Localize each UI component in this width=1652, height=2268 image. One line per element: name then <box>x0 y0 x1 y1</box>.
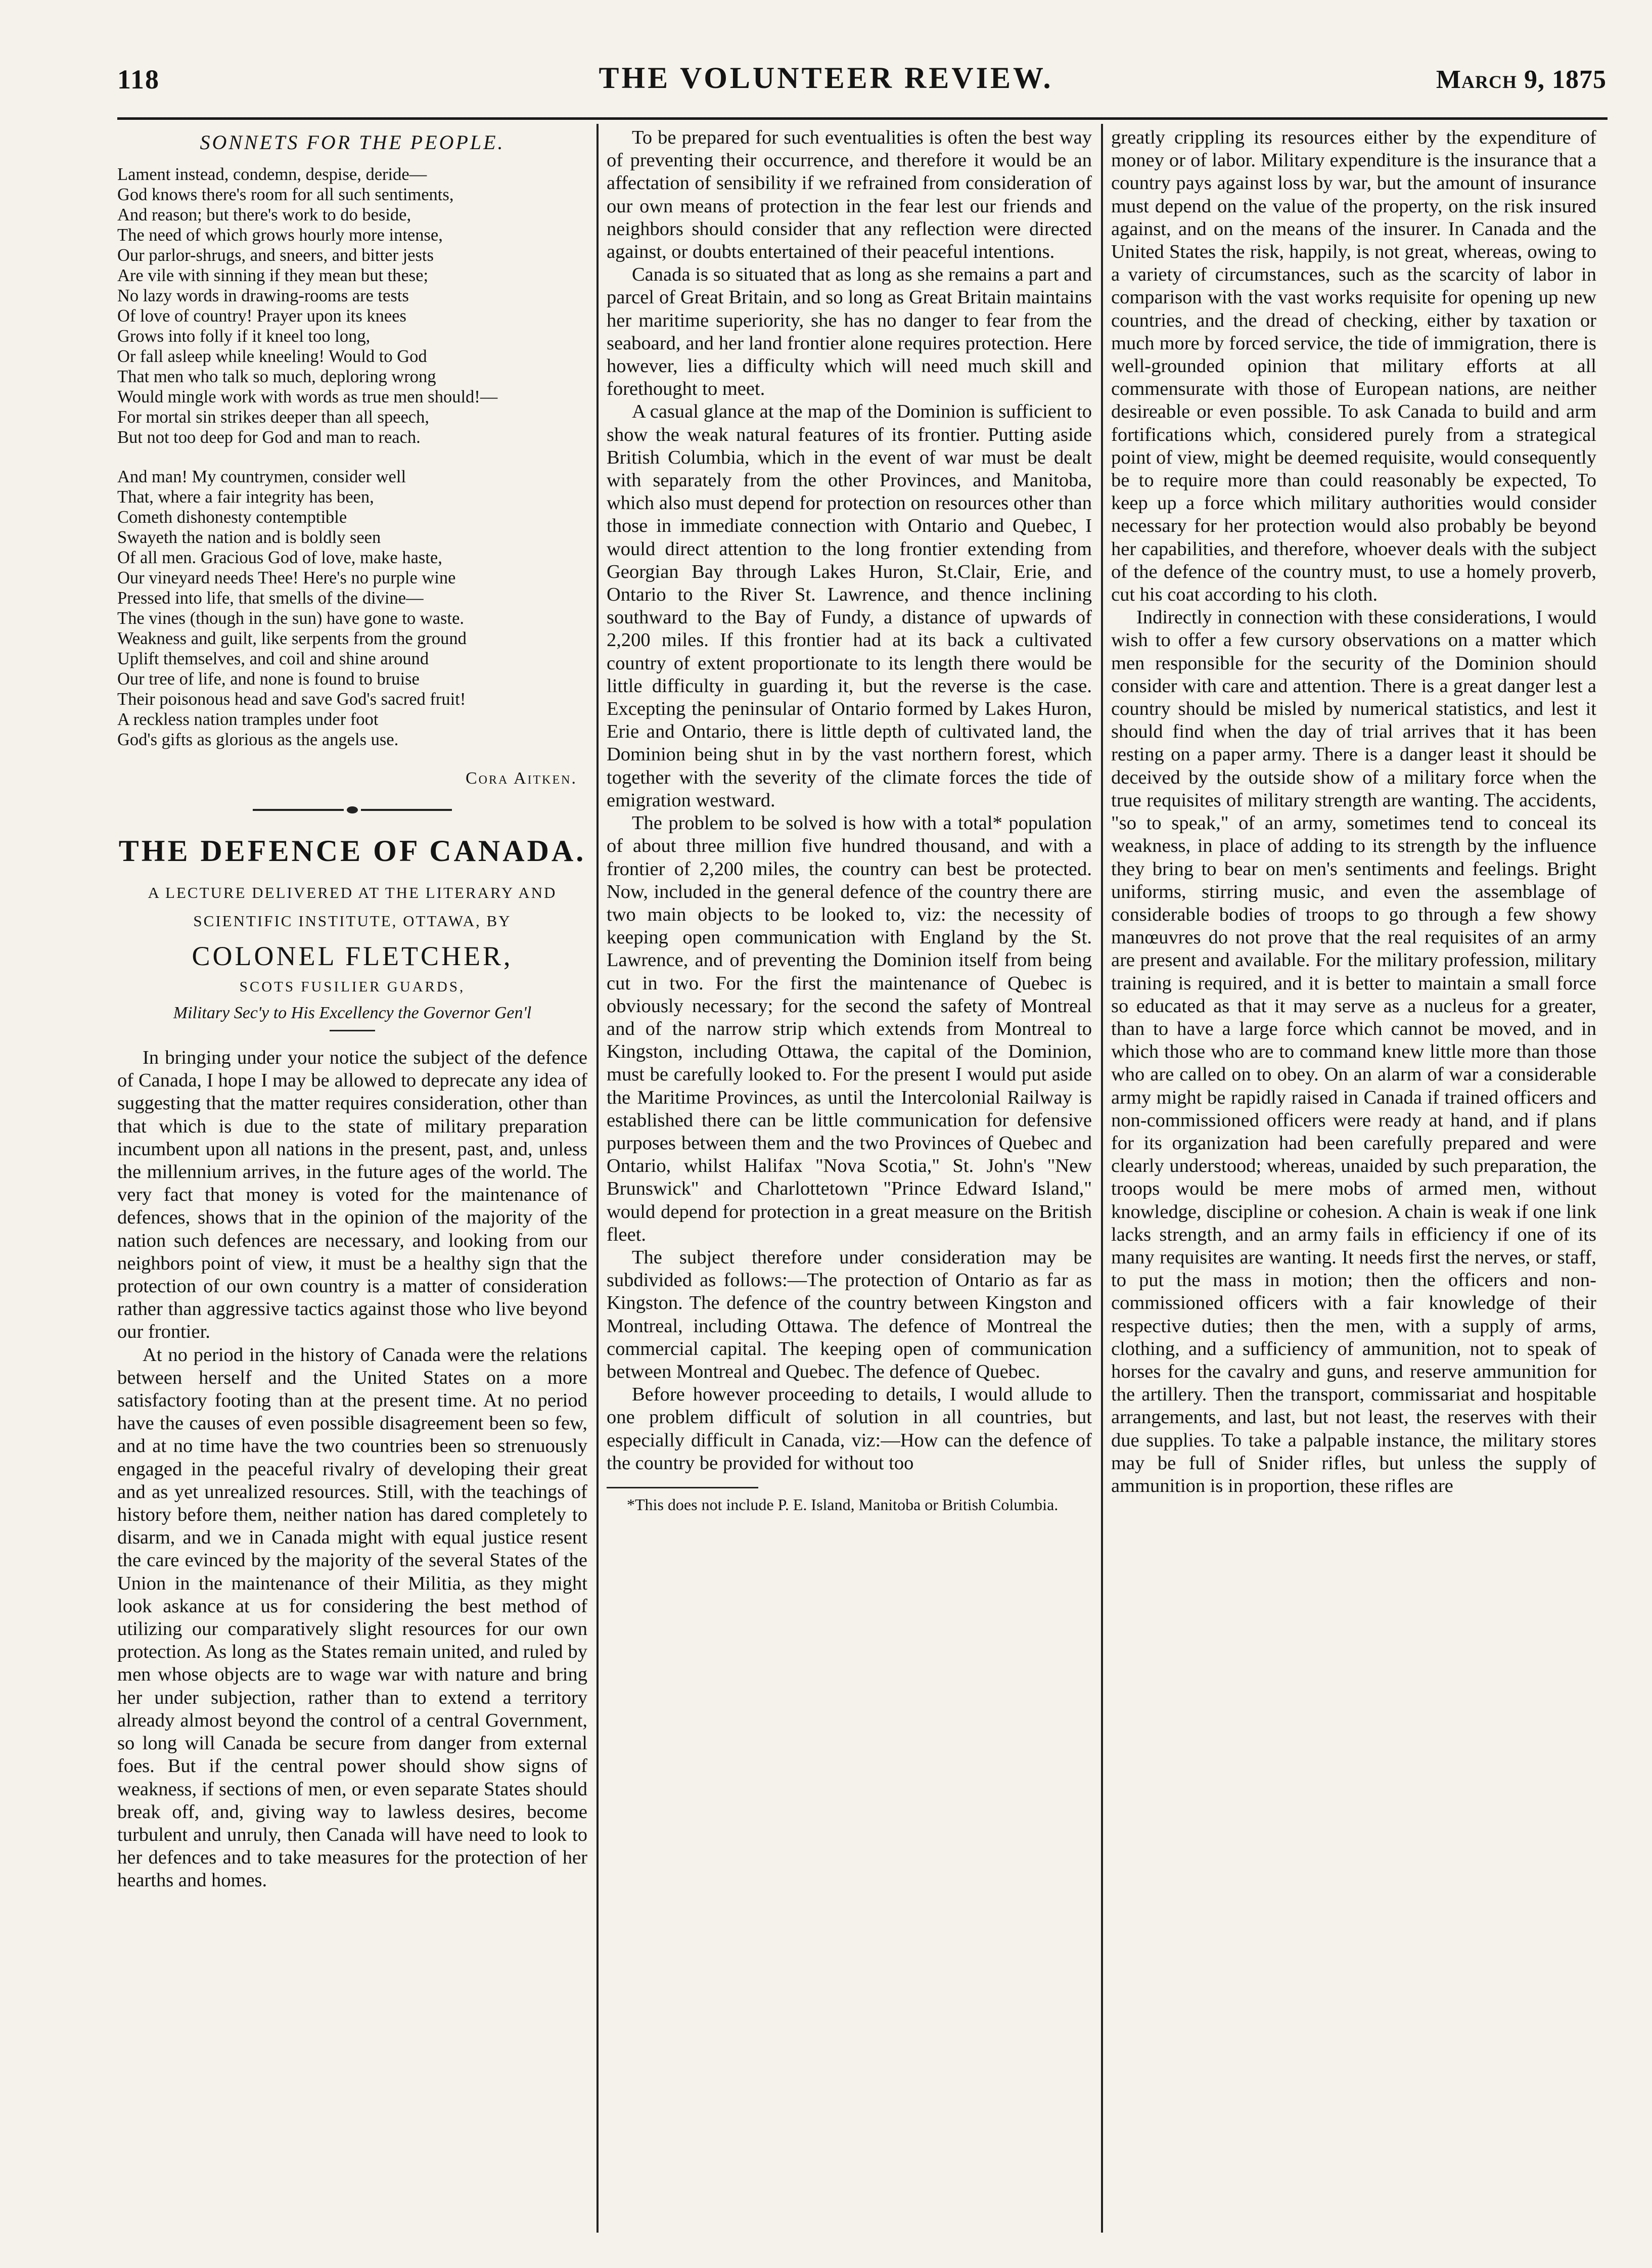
paragraph: The subject therefore under consideration may be subdivided as follows:—The protection of Ontario as far as Kingston. The defence of the country between Kingston and Montreal, including Ottawa. The defence of Montreal the commercial capital. The keeping open of communication between Montreal and Quebec. The defence of Quebec. <box>607 1246 1092 1382</box>
article-body <box>117 1047 587 1892</box>
poem-line: A reckless nation tramples under foot <box>117 710 379 729</box>
poem-line: God knows there's room for all such sentiments, <box>117 185 454 204</box>
column-divider <box>1101 124 1103 2233</box>
article-body <box>607 126 1092 1475</box>
poem-line: The need of which grows hourly more intense, <box>117 225 443 245</box>
poem-line: Their poisonous head and save God's sacred fruit! <box>117 690 466 709</box>
poem-line: The vines (though in the sun) have gone to waste. <box>117 609 465 628</box>
column-1 <box>117 126 587 2233</box>
poem-line: Weakness and guilt, like serpents from the ground <box>117 629 467 648</box>
poem-line: Lament instead, condemn, despise, deride— <box>117 165 427 184</box>
speaker-regiment: SCOTS FUSILIER GUARDS, <box>239 979 466 995</box>
poem-line: No lazy words in drawing-rooms are tests <box>117 286 409 305</box>
speaker-title: Military Sec'y to His Excellency the Governor Gen'l <box>173 1004 532 1022</box>
lecture-byline: SCIENTIFIC INSTITUTE, OTTAWA, BY <box>193 912 512 930</box>
poem-line: That, where a fair integrity has been, <box>117 487 374 507</box>
poem-line: Our parlor-shrugs, and sneers, and bitter jests <box>117 246 434 265</box>
poem-line: But not too deep for God and man to reach. <box>117 428 421 447</box>
column-2 <box>607 126 1092 2233</box>
paragraph: Indirectly in connection with these considerations, I would wish to offer a few cursory observations on a matter which men responsible for the security of the Dominion should consider with care and attention. There is a great danger lest a country should be misled by numerical statistics, and lest it should find when the day of trial arrives that it has been resting on a paper army. There is a danger least it should be deceived by the outside show of a military force when the true requisites of military strength are wanting. The accidents, "so to speak," of an army, sometimes tend to conceal its weakness, in place of adding to its strength by the influence they bring to bear on men's sentiments and feelings. Bright uniforms, stirring music, and even the assemblage of considerable bodies of troops to go through a few showy manœuvres do not prove that the real requisites of an army are present and available. For the military profession, military training is required, and it is better to maintain a small force so educated as that it may serve as a nucleus for a greater, than to have a large force which cannot be moved, and in which those who are to command knew little more than those who are called on to obey. On an alarm of war a considerable army might be rapidly raised in Canada if trained officers and non-commissioned officers were ready at hand, and if plans for its organization had been carefully prepared and were clearly understood; whereas, unaided by such preparation, the troops would be mere mobs of armed men, without knowledge, discipline or cohesion. A chain is weak if one link lacks strength, and an army fails in efficiency if one of its many requisites are wanting. It needs first the nerves, or staff, to put the mass in motion; then the officers and non-commissioned officers with a fair knowledge of their respective duties; then the men, with a supply of arms, clothing, and a sufficiency of ammunition, not to speak of horses for the cavalry and guns, and reserve ammunition for the artillery. Then the transport, commissariat and hospitable arrangements, and last, but not least, the reserves with their due supplies. To take a palpable instance, the military stores may be full of Snider rifles, but unless the supply of ammunition is in proportion, these rifles are <box>1111 607 1596 1496</box>
poem-stanza <box>117 467 587 750</box>
poem-line: Of all men. Gracious God of love, make haste, <box>117 548 442 567</box>
article-body <box>1111 126 1596 1498</box>
poem-line: Would mingle work with words as true men should!— <box>117 387 498 406</box>
poem-line: For mortal sin strikes deeper than all speech, <box>117 407 429 427</box>
paragraph: Before however proceeding to details, I would allude to one problem difficult of solution in all countries, but especially difficult in Canada, viz:—How can the defence of the country be provided for without too <box>607 1384 1092 1474</box>
poem-line: Our vineyard needs Thee! Here's no purple wine <box>117 568 456 587</box>
paragraph: At no period in the history of Canada were the relations between herself and the United States on a more satisfactory footing than at the present time. At no period have the causes of even possible disagreement been so few, and at no time have the two countries been so strenuously engaged in the peaceful rivalry of developing their great and as yet unrealized resources. Still, with the teachings of history before them, neither nation has dared completely to disarm, and we in Canada might with equal justice resent the care evinced by the majority of the several States of the Union in the maintenance of their Militia, as they might look askance at us for considering the best method of utilizing our comparatively slight resources for our own protection. As long as the States remain united, and ruled by men whose objects are to wage war with nature and bring her under subjection, rather than to extend a territory already almost beyond the control of a central Government, so long will Canada be secure from danger from external foes. But if the central power should show signs of weakness, if sections of men, or even separate States should break off, and, giving way to lawless desires, become turbulent and unruly, then Canada will have need to look to her defences and to take measures for the protection of her hearths and homes. <box>117 1344 587 1891</box>
speaker-name: COLONEL FLETCHER, <box>192 941 513 971</box>
poem-line: Are vile with sinning if they mean but these; <box>117 266 429 285</box>
poem-line: That men who talk so much, deploring wrong <box>117 367 436 386</box>
column-divider <box>596 124 599 2233</box>
issue-date: March 9, 1875 <box>1436 65 1607 94</box>
poem-line: And reason; but there's work to do beside, <box>117 205 411 224</box>
poem-line: Grows into folly if it kneel too long, <box>117 327 371 346</box>
poem-stanza <box>117 164 587 447</box>
section-ornament <box>117 806 587 813</box>
paragraph: greatly crippling its resources either by the expenditure of money or of labor. Military expenditure is the insurance that a country pays against loss by war, but the amount of insurance must depend on the value of the property, on the risk insured against, and on the means of the insurer. In Canada and the United States the risk, happily, is not great, whereas, owing to a variety of circumstances, such as the scarcity of labor in comparison with the vast works requisite for opening up new countries, and the dread of checking, either by taxation or much more by forced service, the tide of immigration, there is well-grounded opinion that military efforts at all commensurate with those of European nations, are neither desireable or even possible. To ask Canada to build and arm fortifications which, considered purely from a strategical point of view, might be deemed requisite, would consequently be to require more than could reasonably be expected, To keep up a force which military authorities would consider necessary for her protection would also probably be beyond her capabilities, and therefore, whoever deals with the subject of the defence of the country must, to use a homely proverb, cut his coat according to his cloth. <box>1111 127 1596 606</box>
footnote-rule <box>607 1487 758 1488</box>
masthead-title: THE VOLUNTEER REVIEW. <box>599 61 1053 95</box>
page-header <box>0 0 1652 101</box>
paragraph: A casual glance at the map of the Dominion is sufficient to show the weak natural features of its frontier. Putting aside British Columbia, which in the event of war must be dealt with separately from the other Provinces, and Manitoba, which also must depend for protection on resources other than those in immediate connection with Ontario and Quebec, I would direct attention to the long frontier extending from Georgian Bay through Lakes Huron, St.Clair, Erie, and Ontario to the River St. Lawrence, and thence inclining southward to the Bay of Fundy, a distance of upwards of 2,200 miles. If this frontier had at its back a cultivated country of extent proportionate to its length there would be little difficulty in guarding it, but the reverse is the case. Excepting the peninsular of Ontario formed by Lakes Huron, Erie and Ontario, there is little depth of cultivated land, the Dominion being shut in by the vast northern forest, which together with the severity of the climate forces the tide of emigration westward. <box>607 401 1092 811</box>
poem-line: Cometh dishonesty contemptible <box>117 508 347 527</box>
article-title: THE DEFENCE OF CANADA. <box>118 834 586 868</box>
poem-line: Swayeth the nation and is boldly seen <box>117 528 381 547</box>
poem-signature: Cora Aitken. <box>465 769 577 788</box>
page-number: 118 <box>117 64 160 95</box>
paragraph: To be prepared for such eventualities is often the best way of preventing their occurrence, and therefore it would be an affectation of sensibility if we refrained from consideration of our own means of protection in the fear lest our friends and neighbors should consider that any reflection were directed against, or doubts entertained of their peaceful intentions. <box>607 127 1092 263</box>
paragraph: In bringing under your notice the subject of the defence of Canada, I hope I may be allowed to deprecate any idea of suggesting that the matter requires consideration, other than that which is due to the state of military preparation incumbent upon all nations in the present, past, and, unless the millennium arrives, in the future ages of the world. The very fact that money is voted for the maintenance of defences, shows that in the opinion of the majority of the nation such defences are necessary, and looking from our neighbors point of view, it must be a healthy sign that the protection of our own country is a matter of consideration rather than aggressive tactics against those who live beyond our frontier. <box>117 1047 587 1343</box>
poem-title: SONNETS FOR THE PEOPLE. <box>200 131 505 154</box>
poem-line: Of love of country! Prayer upon its knees <box>117 306 406 326</box>
poem-line: Or fall asleep while kneeling! Would to God <box>117 347 427 366</box>
column-3 <box>1111 126 1596 2233</box>
poem-line: And man! My countrymen, consider well <box>117 467 406 486</box>
poem-line: Pressed into life, that smells of the divine— <box>117 588 424 608</box>
header-rule <box>117 117 1608 120</box>
poem-line: Uplift themselves, and coil and shine around <box>117 649 429 668</box>
short-rule <box>330 1030 375 1031</box>
poem-line: Our tree of life, and none is found to bruise <box>117 669 420 689</box>
paragraph: The problem to be solved is how with a total* population of about three million five hundred thousand, and with a frontier of 2,200 miles, the country can best be protected. Now, included in the general defence of the country there are two main objects to be looked to, viz: the necessity of keeping open communication with England by the St. Lawrence, and of preventing the Dominion itself from being cut in two. For the first the maintenance of Quebec is obviously necessary; for the second the safety of Montreal and of the narrow strip which extends from Montreal to Kingston, including Ottawa, the capital of the Dominion, must be carefully looked to. For the present I would put aside the Maritime Provinces, as until the Intercolonial Railway is established there can be little communication for defensive purposes between them and the two Provinces of Quebec and Ontario, whilst Halifax "Nova Scotia," St. John's "New Brunswick" and Charlottetown "Prince Edward Island," would depend for protection in a great measure on the British fleet. <box>607 812 1092 1245</box>
paragraph: Canada is so situated that as long as she remains a part and parcel of Great Britain, and so long as Great Britain maintains her maritime superiority, she has no danger to fear from the seaboard, and her land frontier alone requires protection. Here however, lies a difficulty which will need much skill and forethought to meet. <box>607 264 1092 400</box>
lecture-byline: A LECTURE DELIVERED AT THE LITERARY AND <box>148 884 557 901</box>
footnote: *This does not include P. E. Island, Manitoba or British Columbia. <box>627 1495 1059 1514</box>
poem-body <box>117 164 587 750</box>
poem-line: God's gifts as glorious as the angels use. <box>117 730 399 749</box>
